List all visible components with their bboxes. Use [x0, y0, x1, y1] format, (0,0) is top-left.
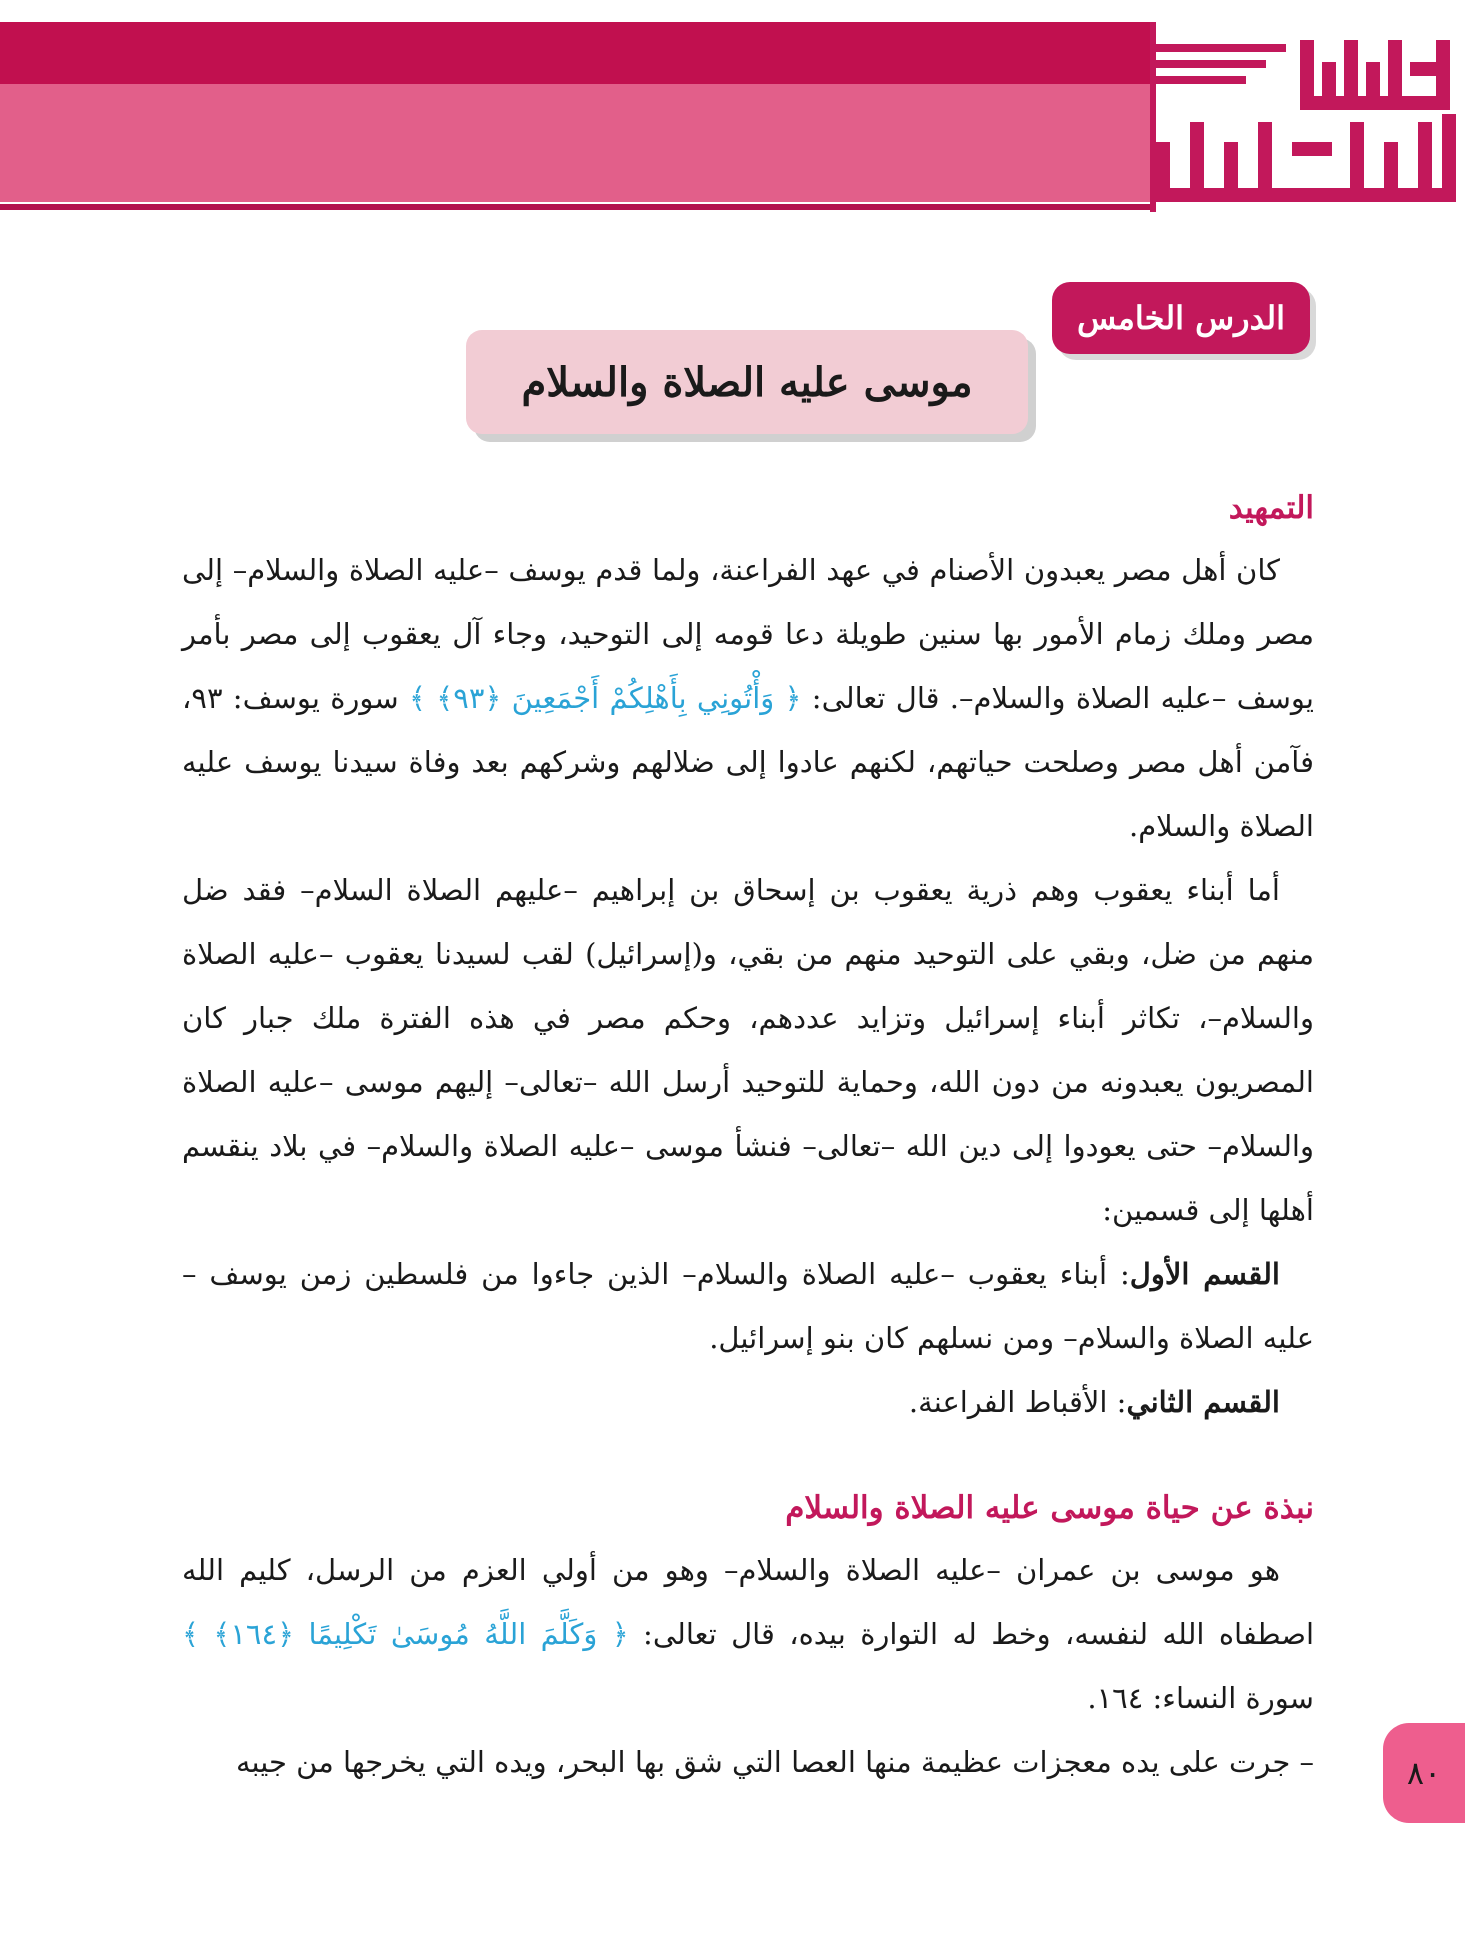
lesson-title: موسى عليه الصلاة والسلام: [466, 330, 1028, 434]
intro-p1-text2: سورة يوسف: ٩٣، فآمن أهل مصر وصلحت حياتهم، لكنهم عادوا إلى ضلالهم وشركهم بعد وفاة سيدنا يوسف عليه الصلاة والسلام.: [182, 681, 1314, 843]
bio-paragraph-1: [182, 1538, 1314, 1730]
section-logo-mark: [1150, 22, 1465, 212]
section-gap: [182, 1434, 1314, 1478]
bio-p1-text: هو موسى بن عمران –عليه الصلاة والسلام– وهو من أولي العزم من الرسل، كليم الله اصطفاه الله لنفسه، وخط له التوارة بيده، قال تعالى:: [182, 1553, 1314, 1651]
quran-verse-nisa: ﴿ وَكَلَّمَ اللَّهُ مُوسَىٰ تَكْلِيمًا ﴿١٦٤﴾ ﴾: [182, 1617, 629, 1651]
intro-paragraph-2: أما أبناء يعقوب وهم ذرية يعقوب بن إسحاق بن إبراهيم –عليهم الصلاة السلام– فقد ضل منهم من ضل، وبقي على التوحيد منهم من بقي، و(إسرائيل) لقب لسيدنا يعقوب –عليه الصلاة والسلام–، تكاثر أبناء إسرائيل وتزايد عددهم، وحكم مصر في هذه الفترة ملك جبار كان المصريون يعبدونه من دون الله، وحماية للتوحيد أرسل الله –تعالى– إليهم موسى –عليه الصلاة والسلام– حتى يعودوا إلى دين الله –تعالى– فنشأ موسى –عليه الصلاة والسلام– في بلاد ينقسم أهلها إلى قسمين:: [182, 873, 1314, 1227]
header-underline: [0, 204, 1150, 210]
intro-heading: التمهيد: [1228, 490, 1314, 526]
part-one: [182, 1242, 1314, 1370]
header-band-dark: [0, 22, 1150, 84]
bio-paragraph-2: – جرت على يده معجزات عظيمة منها العصا التي شق بها البحر، ويده التي يخرجها من جيبه: [235, 1745, 1314, 1779]
part-one-text: : أبناء يعقوب –عليه الصلاة والسلام– الذين جاءوا من فلسطين زمن يوسف –عليه الصلاة والسلام– ومن نسلهم كان بنو إسرائيل.: [182, 1257, 1314, 1355]
intro-paragraph-1: [182, 538, 1314, 858]
part-two-text: : الأقباط الفراعنة.: [908, 1385, 1127, 1419]
bio-heading: نبذة عن حياة موسى عليه الصلاة والسلام: [785, 1490, 1314, 1526]
bio-p1-text2: سورة النساء: ١٦٤.: [1087, 1681, 1314, 1715]
lesson-content: [182, 478, 1314, 1794]
header-band: [0, 22, 1150, 212]
quran-verse-yusuf: ﴿ وَأْتُونِي بِأَهْلِكُمْ أَجْمَعِينَ ﴿٩٣﴾ ﴾: [408, 681, 802, 715]
section-logo: [1150, 22, 1465, 212]
lesson-tag: الدرس الخامس: [1052, 282, 1310, 354]
page-number: ٨٠: [1383, 1723, 1465, 1823]
intro-p1-text: كان أهل مصر يعبدون الأصنام في عهد الفراعنة، ولما قدم يوسف –عليه الصلاة والسلام– إلى مصر وملك زمام الأمور بها سنين طويلة دعا قومه إلى التوحيد، وجاء آل يعقوب إلى مصر بأمر يوسف –عليه الصلاة والسلام–. قال تعالى:: [182, 553, 1314, 715]
part-two: [182, 1370, 1314, 1434]
header-band-light: [0, 84, 1150, 202]
part-two-label: القسم الثاني: [1126, 1385, 1280, 1419]
part-one-label: القسم الأول: [1129, 1257, 1280, 1291]
